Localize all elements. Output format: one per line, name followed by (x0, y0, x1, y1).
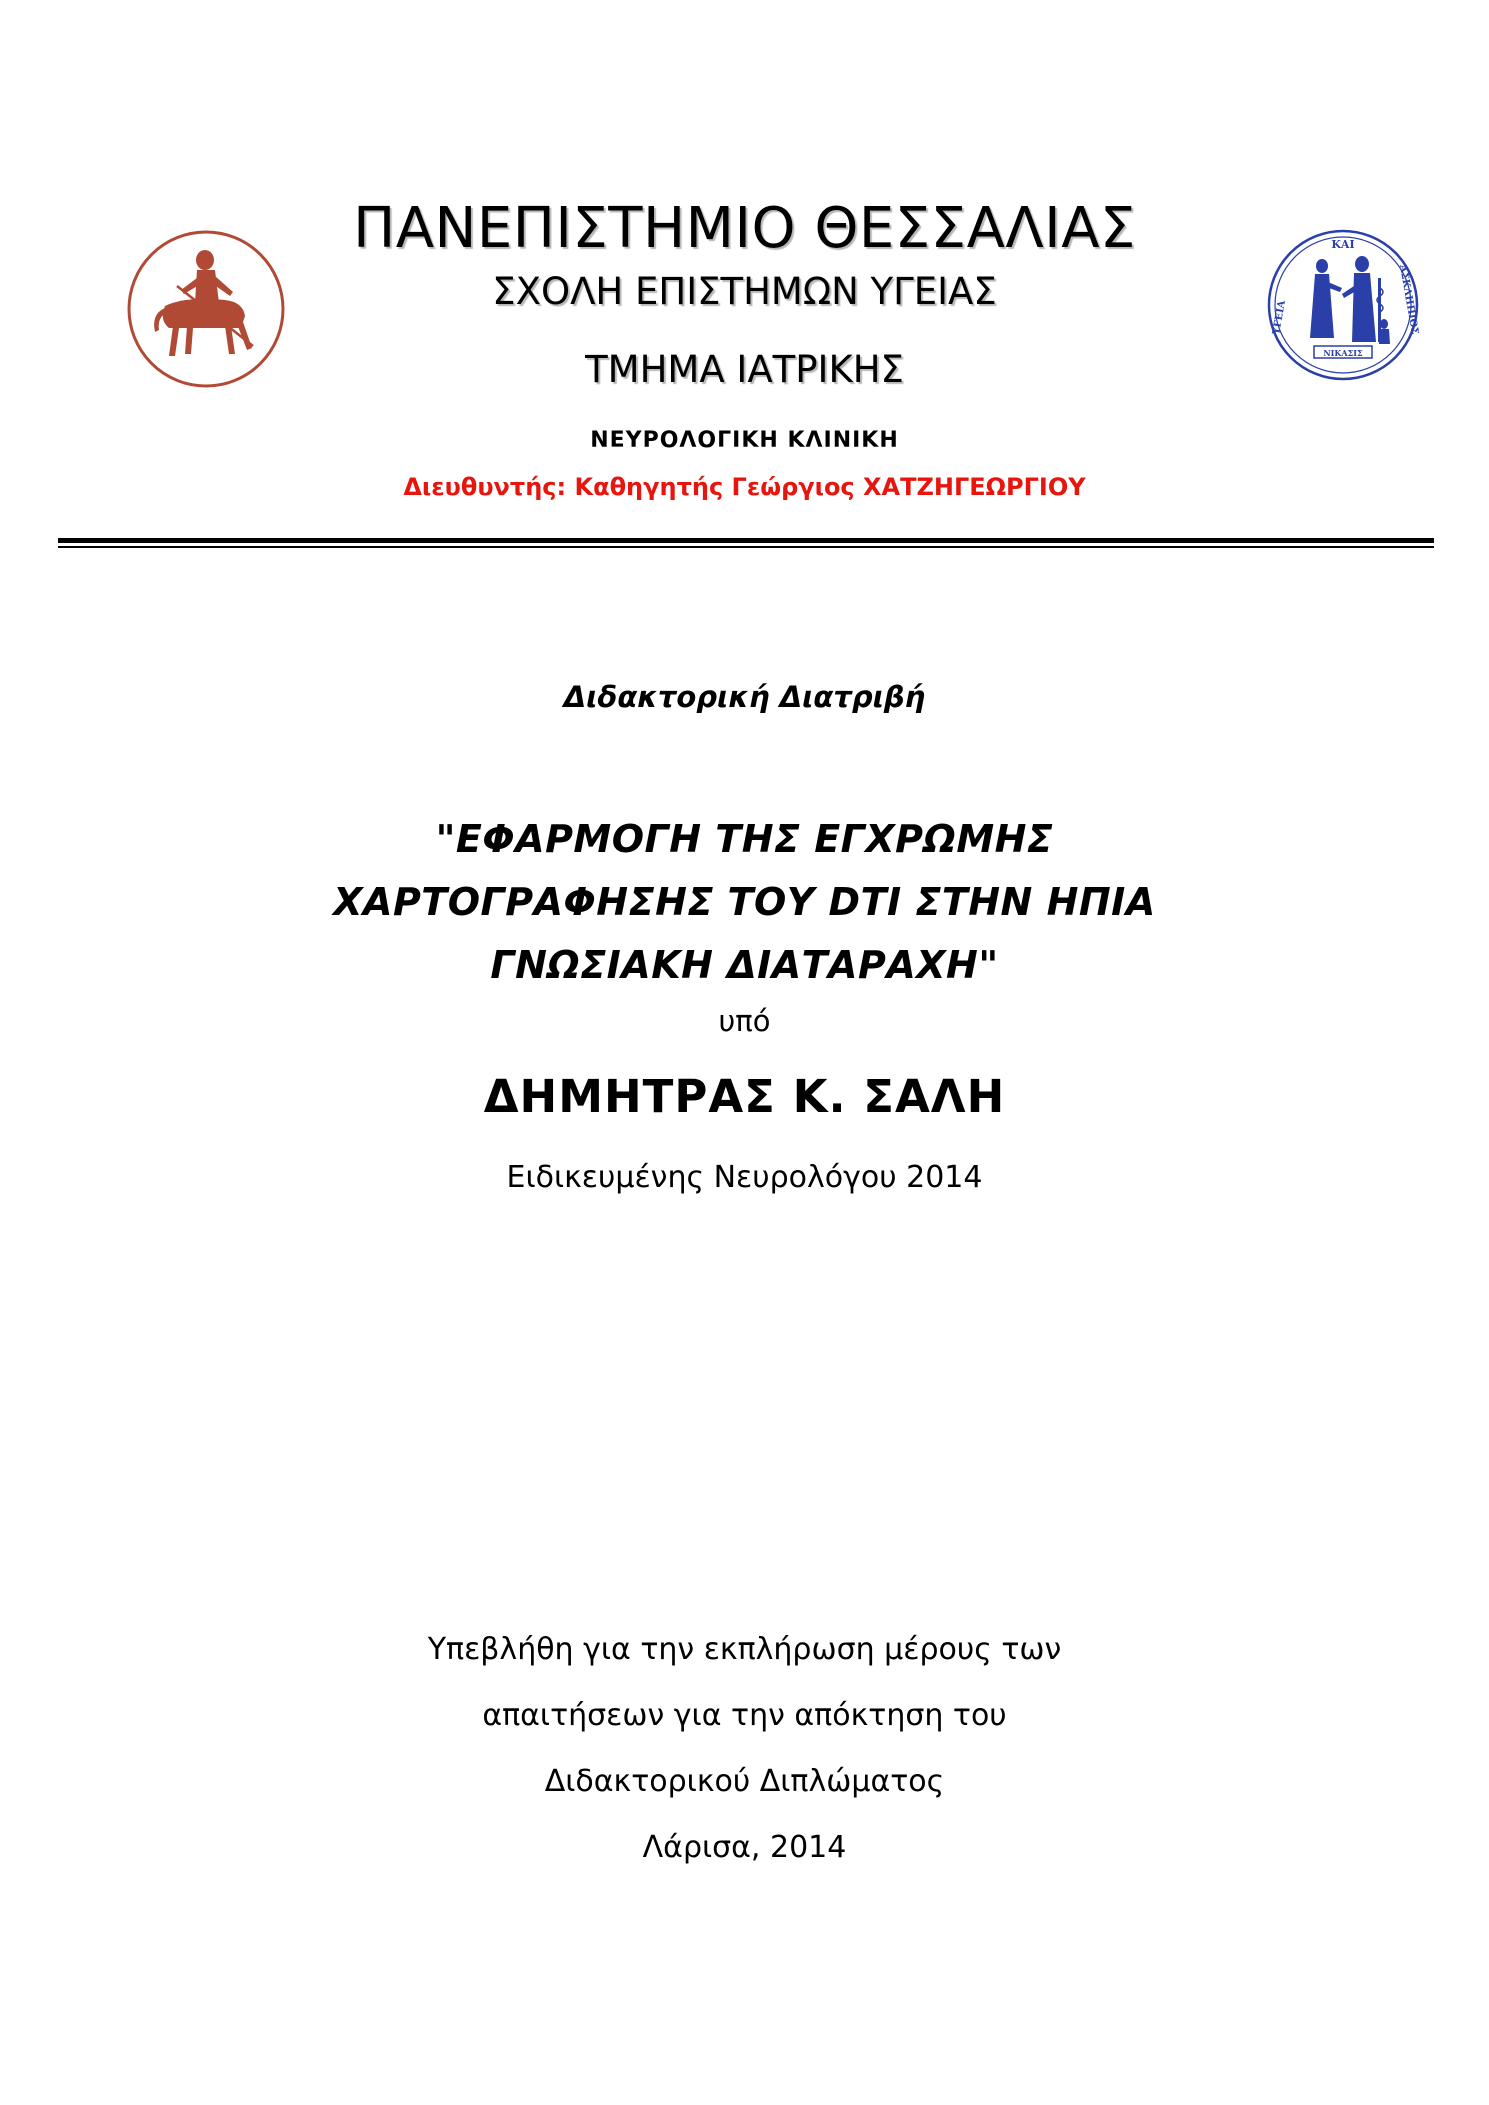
school-title: ΣΧΟΛΗ ΕΠΙΣΤΗΜΩΝ ΥΓΕΙΑΣ (492, 270, 997, 313)
author-name: ΔΗΜΗΤΡΑΣ Κ. ΣΑΛΗ (483, 1070, 1006, 1123)
author-description: Ειδικευμένης Νευρολόγου 2014 (506, 1160, 983, 1195)
director-line: Διευθυντής: Καθηγητής Γεώργιος ΧΑΤΖΗΓΕΩΡΓΙΟΥ (403, 473, 1086, 501)
document-type: Διδακτορική Διατριβή (563, 680, 926, 714)
header-divider-thin (58, 546, 1434, 548)
thesis-title-line: "ΕΦΑΡΜΟΓΗ ΤΗΣ ΕΓΧΡΩΜΗΣ (435, 817, 1054, 861)
svg-text:ΑΣΚΛΗΠΙΟΣ: ΑΣΚΛΗΠΙΟΣ (1396, 263, 1421, 336)
thesis-title-line: ΓΝΩΣΙΑΚΗ ΔΙΑΤΑΡΑΧΗ" (490, 943, 999, 987)
submission-line: Υπεβλήθη για την εκπλήρωση μέρους των (427, 1632, 1062, 1667)
svg-text:ΚΑΙ: ΚΑΙ (1331, 238, 1355, 251)
svg-text:ΝΙΚΑΣΙΣ: ΝΙΚΑΣΙΣ (1323, 348, 1363, 358)
submission-line: Διδακτορικού Διπλώματος (544, 1764, 945, 1799)
department-title: ΤΜΗΜΑ ΙΑΤΡΙΚΗΣ (585, 348, 904, 391)
university-title: ΠΑΝΕΠΙΣΤΗΜΙΟ ΘΕΣΣΑΛΙΑΣ (353, 196, 1136, 261)
submission-line: απαιτήσεων για την απόκτηση του (482, 1698, 1007, 1733)
header-divider-thick (58, 538, 1434, 543)
thesis-title (0, 808, 1489, 997)
by-label: υπό (718, 1004, 771, 1038)
svg-text:ΥΓΕΙΑ: ΥΓΕΙΑ (1271, 299, 1288, 336)
place-date-line: Λάρισα, 2014 (642, 1830, 847, 1865)
thesis-title-line: ΧΑΡΤΟΓΡΑΦΗΣΗΣ ΤΟΥ DTI ΣΤΗΝ ΗΠΙΑ (333, 880, 1156, 924)
clinic-title: ΝΕΥΡΟΛΟΓΙΚΗ ΚΛΙΝΙΚΗ (590, 428, 899, 453)
